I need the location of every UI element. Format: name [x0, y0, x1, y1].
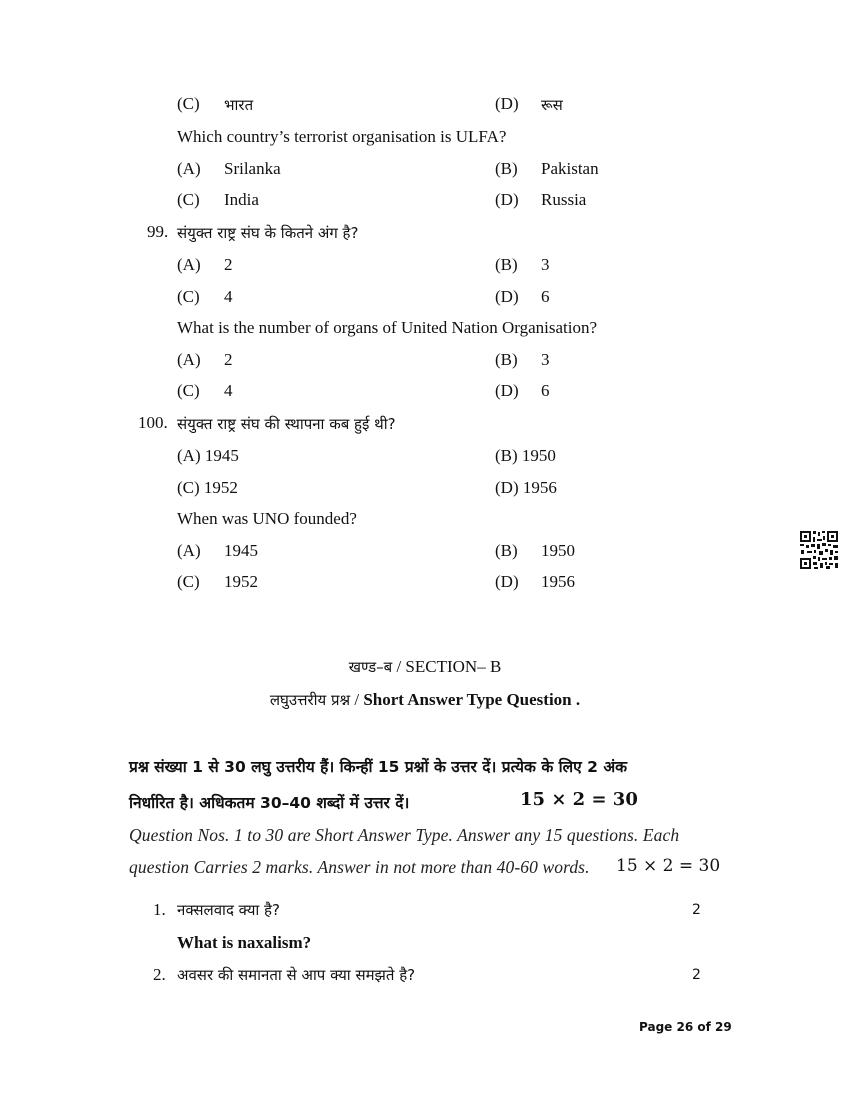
page-number-current: 26 [676, 1020, 694, 1034]
instructions-en-line-2: question Carries 2 marks. Answer in not more than 40-60 words. [129, 857, 590, 877]
section-b-subheading-hi: लघुउत्तरीय प्रश्न [269, 691, 351, 709]
q100-en-option-b-label: (B) [495, 541, 518, 560]
section-b-subheading [0, 690, 850, 710]
q99-en-option-b-text: 3 [541, 350, 550, 369]
q98-en-option-d-text: Russia [541, 190, 587, 209]
q100-hi-option-d: (D) 1956 [495, 478, 557, 497]
q99-hi-option-d-text: 6 [541, 287, 550, 306]
q100-hindi-text: संयुक्त राष्ट्र संघ की स्थापना कब हुई थी? [177, 415, 396, 433]
q98-option-d-label: (D) [495, 94, 519, 113]
q98-en-option-b-label: (B) [495, 159, 518, 178]
q99-hi-option-b-text: 3 [541, 255, 550, 274]
q99-en-option-a-label: (A) [177, 350, 201, 369]
page-number-prefix: Page [639, 1020, 677, 1034]
section-b-subheading-en: Short Answer Type Question . [363, 690, 581, 709]
page-number-total: 29 [715, 1020, 732, 1034]
page-number-of: of [693, 1020, 716, 1034]
q98-english-text: Which country’s terrorist organisation is ULFA? [177, 127, 507, 146]
marks-formula: 15 × 2 = 30 [616, 856, 721, 876]
short-q1-english-text: What is naxalism? [177, 933, 312, 952]
short-q1-marks: 2 [692, 902, 701, 918]
q99-english-text: What is the number of organs of United Nation Organisation? [177, 318, 598, 337]
q100-hi-option-b: (B) 1950 [495, 446, 556, 465]
instructions-hi-line-1: प्रश्न संख्या 1 से 30 लघु उत्तरीय हैं। किन्हीं 15 प्रश्नों के उत्तर दें। प्रत्येक के लिए 2 अंक [129, 758, 628, 776]
q99-hi-option-c-label: (C) [177, 287, 200, 306]
q99-hi-option-c-text: 4 [224, 287, 233, 306]
page-number [639, 1020, 732, 1034]
short-q2-marks: 2 [692, 967, 701, 983]
q100-en-option-b-text: 1950 [541, 541, 575, 560]
q98-option-c-label: (C) [177, 94, 200, 113]
q98-en-option-b-text: Pakistan [541, 159, 599, 178]
section-b-heading-separator: / [392, 657, 406, 676]
q99-hindi-text: संयुक्त राष्ट्र संघ के कितने अंग है? [177, 224, 359, 242]
short-q2-hindi-text: अवसर की समानता से आप क्या समझते है? [177, 966, 416, 984]
section-b-heading [0, 657, 850, 677]
q99-en-option-d-text: 6 [541, 381, 550, 400]
q99-en-option-c-label: (C) [177, 381, 200, 400]
q100-en-option-d-label: (D) [495, 572, 519, 591]
q99-hi-option-a-text: 2 [224, 255, 233, 274]
q98-option-c-text-hi: भारत [224, 96, 254, 114]
short-q2-number: 2. [153, 965, 166, 984]
q100-hi-option-c: (C) 1952 [177, 478, 238, 497]
q99-en-option-d-label: (D) [495, 381, 519, 400]
section-b-subheading-separator: / [350, 690, 364, 709]
q100-en-option-a-text: 1945 [224, 541, 258, 560]
section-b-heading-hi: खण्ड–ब [348, 658, 393, 676]
q99-en-option-b-label: (B) [495, 350, 518, 369]
instructions-hi-line-2: निर्धारित है। अधिकतम 30–40 शब्दों में उत्तर दें। [129, 794, 410, 812]
q98-en-option-c-text: India [224, 190, 259, 209]
q98-en-option-c-label: (C) [177, 190, 200, 209]
q100-en-option-c-label: (C) [177, 572, 200, 591]
q98-en-option-a-label: (A) [177, 159, 201, 178]
instructions-en-line-1: Question Nos. 1 to 30 are Short Answer Type. Answer any 15 questions. Each [129, 825, 680, 845]
qr-code-icon [799, 530, 839, 570]
marks-formula-bold: 15 × 2 = 30 [520, 789, 638, 810]
q99-en-option-c-text: 4 [224, 381, 233, 400]
q99-en-option-a-text: 2 [224, 350, 233, 369]
q100-hi-option-a: (A) 1945 [177, 446, 239, 465]
q100-english-text: When was UNO founded? [177, 509, 357, 528]
q100-number: 100. [138, 413, 168, 432]
section-b-heading-en: SECTION– B [405, 657, 502, 676]
q99-number: 99. [147, 222, 169, 241]
q99-hi-option-d-label: (D) [495, 287, 519, 306]
short-q1-number: 1. [153, 900, 166, 919]
q100-en-option-c-text: 1952 [224, 572, 258, 591]
q98-en-option-d-label: (D) [495, 190, 519, 209]
q98-en-option-a-text: Srilanka [224, 159, 281, 178]
q98-option-d-text-hi: रूस [541, 96, 563, 114]
q99-hi-option-b-label: (B) [495, 255, 518, 274]
short-q1-hindi-text: नक्सलवाद क्या है? [177, 901, 280, 919]
q100-en-option-d-text: 1956 [541, 572, 575, 591]
q99-hi-option-a-label: (A) [177, 255, 201, 274]
q100-en-option-a-label: (A) [177, 541, 201, 560]
